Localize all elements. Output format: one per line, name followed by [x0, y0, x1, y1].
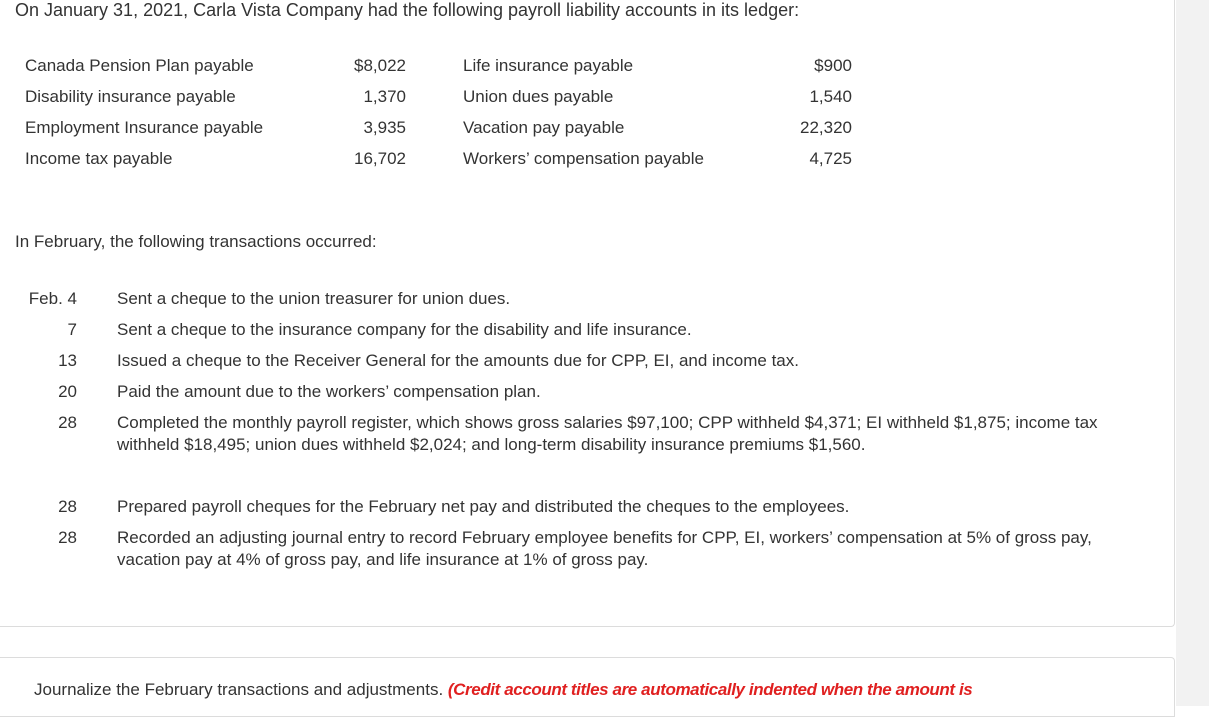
account-name: Employment Insurance payable [25, 118, 264, 137]
transaction-text: Recorded an adjusting journal entry to record February employee benefits for CPP, EI, workers’ compensation at 5% of gross pay, vacation pay at 4% of gross pay, and life insurance at 1% of gross pay. [117, 528, 1092, 569]
account-amount: $900 [814, 56, 852, 75]
account-name: Union dues payable [463, 87, 614, 106]
transaction-date: 20 [58, 382, 77, 401]
transaction-date: 28 [58, 497, 77, 516]
account-amount: 1,370 [363, 87, 406, 106]
account-amount: 3,935 [363, 118, 406, 137]
account-name: Income tax payable [25, 149, 173, 168]
transaction-date: 28 [58, 528, 77, 547]
account-name: Life insurance payable [463, 56, 634, 75]
transaction-text: Sent a cheque to the union treasurer for union dues. [117, 289, 511, 308]
instructions-text: Journalize the February transactions and adjustments. [34, 680, 444, 699]
account-name: Workers’ compensation payable [463, 149, 704, 168]
transaction-text: Paid the amount due to the workers’ compensation plan. [117, 382, 541, 401]
transaction-date: 7 [67, 320, 77, 339]
problem-intro: On January 31, 2021, Carla Vista Company had the following payroll liability accounts in its ledger: [15, 0, 800, 20]
right-margin [1176, 0, 1209, 706]
transaction-text: Issued a cheque to the Receiver General for the amounts due for CPP, EI, and income tax. [117, 351, 799, 370]
instructions-note: (Credit account titles are automatically indented when the amount is [447, 680, 973, 699]
transaction-text: Prepared payroll cheques for the February net pay and distributed the cheques to the employees. [117, 497, 850, 516]
account-amount: 22,320 [800, 118, 852, 137]
account-amount: $8,022 [354, 56, 406, 75]
transaction-date: Feb. 4 [28, 289, 77, 308]
transactions-heading: In February, the following transactions occurred: [15, 232, 377, 251]
account-amount: 1,540 [809, 87, 852, 106]
account-name: Canada Pension Plan payable [25, 56, 254, 75]
account-amount: 16,702 [354, 149, 406, 168]
account-amount: 4,725 [809, 149, 852, 168]
transaction-text: Completed the monthly payroll register, which shows gross salaries $97,100; CPP withheld $4,371; EI withheld $1,875; income tax withheld $18,495; union dues withheld $2,024; and long-term disability insurance premiums $1,560. [117, 413, 1098, 454]
account-name: Disability insurance payable [25, 87, 236, 106]
transaction-date: 13 [58, 351, 77, 370]
transaction-text: Sent a cheque to the insurance company for the disability and life insurance. [117, 320, 692, 339]
transaction-date: 28 [58, 413, 77, 432]
instructions [34, 679, 972, 701]
account-name: Vacation pay payable [463, 118, 625, 137]
